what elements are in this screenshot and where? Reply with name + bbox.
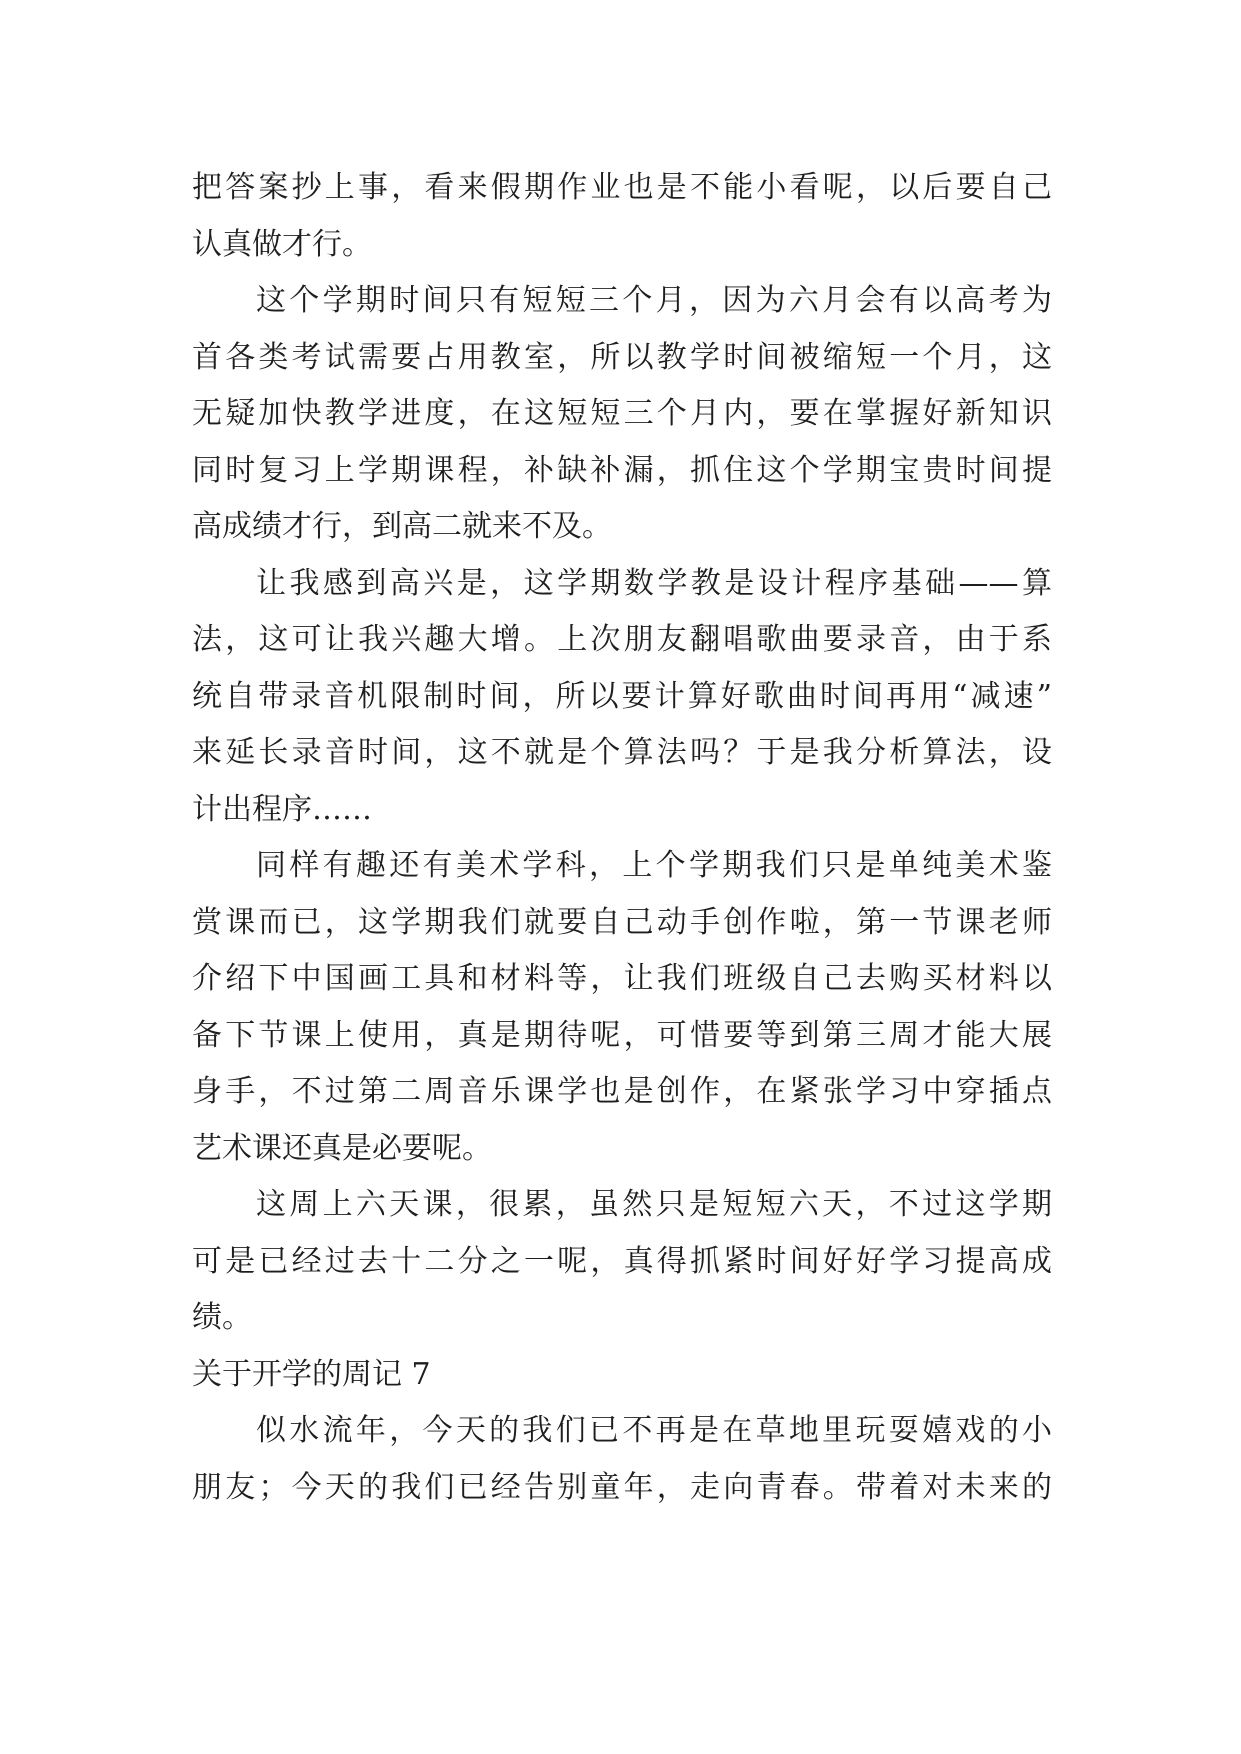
text-line: 艺术课还真是必要呢。 (192, 1130, 492, 1166)
text-line: 高成绩才行，到高二就来不及。 (192, 509, 612, 544)
text-line: 介绍下中国画工具和材料等，让我们班级自己去购买材料以 (192, 961, 1052, 996)
text-line: 认真做才行。 (192, 226, 372, 262)
text-line: 统自带录音机限制时间，所以要计算好歌曲时间再用“减速” (192, 678, 1052, 714)
text-line: 法，这可让我兴趣大增。上次朋友翻唱歌曲要录音，由于系 (192, 622, 1052, 657)
text-line: 计出程序…… (192, 791, 372, 827)
text-line: 备下节课上使用，真是期待呢，可惜要等到第三周才能大展 (192, 1017, 1052, 1053)
text-line: 朋友；今天的我们已经告别童年，走向青春。带着对未来的 (192, 1469, 1052, 1505)
text-line: 绩。 (192, 1300, 252, 1335)
text-line: 身手，不过第二周音乐课学也是创作，在紧张学习中穿插点 (192, 1074, 1052, 1109)
text-line: 赏课而已，这学期我们就要自己动手创作啦，第一节课老师 (192, 904, 1052, 940)
paragraph-first-line: 似水流年，今天的我们已不再是在草地里玩耍嬉戏的小 (256, 1413, 1052, 1448)
section-heading: 关于开学的周记 7 (192, 1356, 431, 1392)
text-line: 来延长录音时间，这不就是个算法吗？于是我分析算法，设 (192, 735, 1052, 770)
paragraph-first-line: 这周上六天课，很累，虽然只是短短六天，不过这学期 (256, 1187, 1052, 1222)
paragraph-first-line: 这个学期时间只有短短三个月，因为六月会有以高考为 (256, 283, 1052, 318)
text-line: 首各类考试需要占用教室，所以教学时间被缩短一个月，这 (192, 339, 1052, 375)
text-line: 把答案抄上事，看来假期作业也是不能小看呢，以后要自己 (192, 170, 1052, 205)
document-body (192, 160, 1052, 1516)
text-line: 可是已经过去十二分之一呢，真得抓紧时间好好学习提高成 (192, 1243, 1052, 1279)
text-line: 同时复习上学期课程，补缺补漏，抓住这个学期宝贵时间提 (192, 452, 1052, 488)
paragraph-first-line: 让我感到高兴是，这学期数学教是设计程序基础——算 (256, 565, 1052, 601)
paragraph-first-line: 同样有趣还有美术学科，上个学期我们只是单纯美术鉴 (256, 848, 1052, 883)
text-line: 无疑加快教学进度，在这短短三个月内，要在掌握好新知识 (192, 396, 1052, 431)
